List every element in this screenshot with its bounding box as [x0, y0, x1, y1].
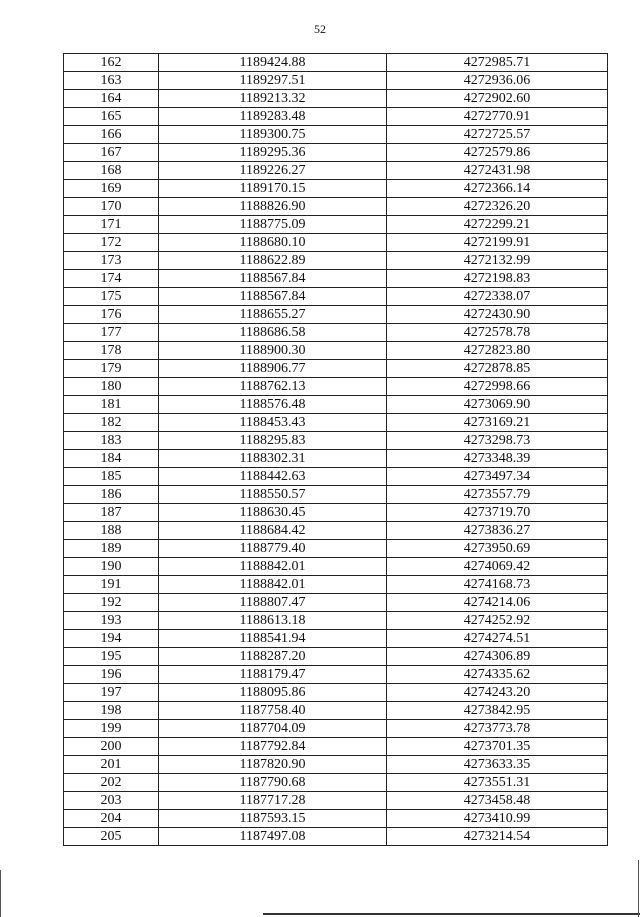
- point-number-cell: 204: [64, 810, 159, 828]
- table-body: [64, 54, 608, 846]
- x-coordinate-cell: 1188567.84: [159, 270, 387, 288]
- y-coordinate-cell: 4273497.34: [387, 468, 608, 486]
- point-number-cell: 202: [64, 774, 159, 792]
- point-number-cell: 168: [64, 162, 159, 180]
- point-number-cell: 172: [64, 234, 159, 252]
- x-coordinate-cell: 1189226.27: [159, 162, 387, 180]
- scan-edge-left: [0, 870, 1, 917]
- y-coordinate-cell: 4274168.73: [387, 576, 608, 594]
- x-coordinate-cell: 1187790.68: [159, 774, 387, 792]
- x-coordinate-cell: 1188095.86: [159, 684, 387, 702]
- point-number-cell: 196: [64, 666, 159, 684]
- table-row: [64, 738, 608, 756]
- table-row: [64, 216, 608, 234]
- point-number-cell: 187: [64, 504, 159, 522]
- point-number-cell: 171: [64, 216, 159, 234]
- x-coordinate-cell: 1189283.48: [159, 108, 387, 126]
- table-row: [64, 558, 608, 576]
- y-coordinate-cell: 4273836.27: [387, 522, 608, 540]
- table-row: [64, 396, 608, 414]
- x-coordinate-cell: 1188655.27: [159, 306, 387, 324]
- y-coordinate-cell: 4272878.85: [387, 360, 608, 378]
- point-number-cell: 178: [64, 342, 159, 360]
- y-coordinate-cell: 4273348.39: [387, 450, 608, 468]
- point-number-cell: 199: [64, 720, 159, 738]
- y-coordinate-cell: 4273458.48: [387, 792, 608, 810]
- y-coordinate-cell: 4274335.62: [387, 666, 608, 684]
- y-coordinate-cell: 4272199.91: [387, 234, 608, 252]
- x-coordinate-cell: 1188613.18: [159, 612, 387, 630]
- table-row: [64, 144, 608, 162]
- x-coordinate-cell: 1188680.10: [159, 234, 387, 252]
- y-coordinate-cell: 4272578.78: [387, 324, 608, 342]
- y-coordinate-cell: 4273214.54: [387, 828, 608, 846]
- y-coordinate-cell: 4272936.06: [387, 72, 608, 90]
- table-row: [64, 828, 608, 846]
- point-number-cell: 190: [64, 558, 159, 576]
- table-row: [64, 468, 608, 486]
- table-row: [64, 198, 608, 216]
- point-number-cell: 176: [64, 306, 159, 324]
- x-coordinate-cell: 1189297.51: [159, 72, 387, 90]
- x-coordinate-cell: 1188906.77: [159, 360, 387, 378]
- y-coordinate-cell: 4273410.99: [387, 810, 608, 828]
- y-coordinate-cell: 4272299.21: [387, 216, 608, 234]
- x-coordinate-cell: 1188576.48: [159, 396, 387, 414]
- x-coordinate-cell: 1188826.90: [159, 198, 387, 216]
- x-coordinate-cell: 1188287.20: [159, 648, 387, 666]
- table-row: [64, 180, 608, 198]
- y-coordinate-cell: 4273701.35: [387, 738, 608, 756]
- y-coordinate-cell: 4273298.73: [387, 432, 608, 450]
- y-coordinate-cell: 4273633.35: [387, 756, 608, 774]
- x-coordinate-cell: 1189170.15: [159, 180, 387, 198]
- x-coordinate-cell: 1188567.84: [159, 288, 387, 306]
- table-row: [64, 72, 608, 90]
- point-number-cell: 186: [64, 486, 159, 504]
- point-number-cell: 194: [64, 630, 159, 648]
- point-number-cell: 183: [64, 432, 159, 450]
- table-row: [64, 792, 608, 810]
- point-number-cell: 181: [64, 396, 159, 414]
- point-number-cell: 173: [64, 252, 159, 270]
- table-row: [64, 810, 608, 828]
- point-number-cell: 174: [64, 270, 159, 288]
- x-coordinate-cell: 1188684.42: [159, 522, 387, 540]
- table-row: [64, 252, 608, 270]
- y-coordinate-cell: 4274243.20: [387, 684, 608, 702]
- point-number-cell: 205: [64, 828, 159, 846]
- x-coordinate-cell: 1187717.28: [159, 792, 387, 810]
- y-coordinate-cell: 4272198.83: [387, 270, 608, 288]
- point-number-cell: 195: [64, 648, 159, 666]
- x-coordinate-cell: 1189424.88: [159, 54, 387, 72]
- x-coordinate-cell: 1188900.30: [159, 342, 387, 360]
- y-coordinate-cell: 4272366.14: [387, 180, 608, 198]
- table-row: [64, 756, 608, 774]
- x-coordinate-cell: 1187497.08: [159, 828, 387, 846]
- x-coordinate-cell: 1187792.84: [159, 738, 387, 756]
- table-row: [64, 162, 608, 180]
- x-coordinate-cell: 1188807.47: [159, 594, 387, 612]
- y-coordinate-cell: 4273773.78: [387, 720, 608, 738]
- table-row: [64, 540, 608, 558]
- x-coordinate-cell: 1188842.01: [159, 576, 387, 594]
- coordinates-table: [63, 53, 608, 846]
- y-coordinate-cell: 4272132.99: [387, 252, 608, 270]
- table-row: [64, 234, 608, 252]
- y-coordinate-cell: 4272326.20: [387, 198, 608, 216]
- x-coordinate-cell: 1188842.01: [159, 558, 387, 576]
- x-coordinate-cell: 1187758.40: [159, 702, 387, 720]
- point-number-cell: 164: [64, 90, 159, 108]
- y-coordinate-cell: 4272770.91: [387, 108, 608, 126]
- table-row: [64, 270, 608, 288]
- point-number-cell: 163: [64, 72, 159, 90]
- table-row: [64, 504, 608, 522]
- point-number-cell: 179: [64, 360, 159, 378]
- point-number-cell: 162: [64, 54, 159, 72]
- point-number-cell: 180: [64, 378, 159, 396]
- x-coordinate-cell: 1187593.15: [159, 810, 387, 828]
- table-row: [64, 288, 608, 306]
- table-row: [64, 666, 608, 684]
- y-coordinate-cell: 4273950.69: [387, 540, 608, 558]
- x-coordinate-cell: 1188453.43: [159, 414, 387, 432]
- table-row: [64, 450, 608, 468]
- y-coordinate-cell: 4273842.95: [387, 702, 608, 720]
- table-row: [64, 126, 608, 144]
- table-row: [64, 342, 608, 360]
- x-coordinate-cell: 1188686.58: [159, 324, 387, 342]
- y-coordinate-cell: 4274214.06: [387, 594, 608, 612]
- y-coordinate-cell: 4272823.80: [387, 342, 608, 360]
- x-coordinate-cell: 1189300.75: [159, 126, 387, 144]
- point-number-cell: 191: [64, 576, 159, 594]
- x-coordinate-cell: 1189295.36: [159, 144, 387, 162]
- point-number-cell: 188: [64, 522, 159, 540]
- table-row: [64, 486, 608, 504]
- table-row: [64, 378, 608, 396]
- x-coordinate-cell: 1188775.09: [159, 216, 387, 234]
- y-coordinate-cell: 4274274.51: [387, 630, 608, 648]
- table-row: [64, 774, 608, 792]
- table-row: [64, 702, 608, 720]
- scan-edge-right: [638, 860, 639, 917]
- table-row: [64, 432, 608, 450]
- x-coordinate-cell: 1187820.90: [159, 756, 387, 774]
- point-number-cell: 167: [64, 144, 159, 162]
- y-coordinate-cell: 4272985.71: [387, 54, 608, 72]
- point-number-cell: 166: [64, 126, 159, 144]
- table-row: [64, 684, 608, 702]
- x-coordinate-cell: 1188779.40: [159, 540, 387, 558]
- table-row: [64, 720, 608, 738]
- y-coordinate-cell: 4274306.89: [387, 648, 608, 666]
- y-coordinate-cell: 4274252.92: [387, 612, 608, 630]
- table-row: [64, 90, 608, 108]
- y-coordinate-cell: 4273719.70: [387, 504, 608, 522]
- table-row: [64, 54, 608, 72]
- point-number-cell: 175: [64, 288, 159, 306]
- page-number: 52: [314, 22, 326, 36]
- y-coordinate-cell: 4272431.98: [387, 162, 608, 180]
- x-coordinate-cell: 1188541.94: [159, 630, 387, 648]
- x-coordinate-cell: 1188295.83: [159, 432, 387, 450]
- point-number-cell: 193: [64, 612, 159, 630]
- table-row: [64, 594, 608, 612]
- y-coordinate-cell: 4272579.86: [387, 144, 608, 162]
- point-number-cell: 177: [64, 324, 159, 342]
- x-coordinate-cell: 1187704.09: [159, 720, 387, 738]
- y-coordinate-cell: 4272902.60: [387, 90, 608, 108]
- x-coordinate-cell: 1188630.45: [159, 504, 387, 522]
- table-row: [64, 648, 608, 666]
- x-coordinate-cell: 1188179.47: [159, 666, 387, 684]
- y-coordinate-cell: 4272430.90: [387, 306, 608, 324]
- table-row: [64, 324, 608, 342]
- y-coordinate-cell: 4274069.42: [387, 558, 608, 576]
- x-coordinate-cell: 1188550.57: [159, 486, 387, 504]
- point-number-cell: 200: [64, 738, 159, 756]
- point-number-cell: 169: [64, 180, 159, 198]
- point-number-cell: 203: [64, 792, 159, 810]
- y-coordinate-cell: 4272998.66: [387, 378, 608, 396]
- point-number-cell: 198: [64, 702, 159, 720]
- point-number-cell: 184: [64, 450, 159, 468]
- y-coordinate-cell: 4273557.79: [387, 486, 608, 504]
- table-row: [64, 522, 608, 540]
- x-coordinate-cell: 1188442.63: [159, 468, 387, 486]
- y-coordinate-cell: 4272725.57: [387, 126, 608, 144]
- x-coordinate-cell: 1189213.32: [159, 90, 387, 108]
- x-coordinate-cell: 1188762.13: [159, 378, 387, 396]
- x-coordinate-cell: 1188622.89: [159, 252, 387, 270]
- table-row: [64, 360, 608, 378]
- point-number-cell: 201: [64, 756, 159, 774]
- table-row: [64, 306, 608, 324]
- point-number-cell: 197: [64, 684, 159, 702]
- table-row: [64, 612, 608, 630]
- y-coordinate-cell: 4272338.07: [387, 288, 608, 306]
- y-coordinate-cell: 4273551.31: [387, 774, 608, 792]
- point-number-cell: 185: [64, 468, 159, 486]
- point-number-cell: 192: [64, 594, 159, 612]
- point-number-cell: 189: [64, 540, 159, 558]
- table-row: [64, 414, 608, 432]
- y-coordinate-cell: 4273069.90: [387, 396, 608, 414]
- point-number-cell: 165: [64, 108, 159, 126]
- table-row: [64, 108, 608, 126]
- point-number-cell: 182: [64, 414, 159, 432]
- scan-edge-bottom: [263, 913, 640, 915]
- table-row: [64, 576, 608, 594]
- point-number-cell: 170: [64, 198, 159, 216]
- table-row: [64, 630, 608, 648]
- y-coordinate-cell: 4273169.21: [387, 414, 608, 432]
- x-coordinate-cell: 1188302.31: [159, 450, 387, 468]
